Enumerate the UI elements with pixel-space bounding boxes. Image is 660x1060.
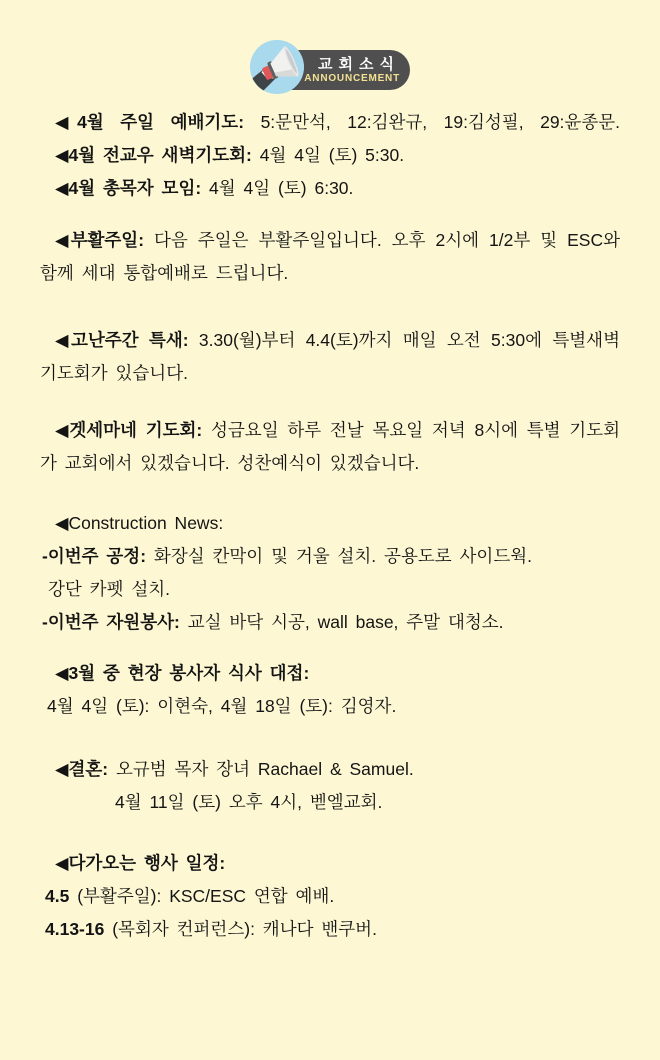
line-text: 가 교회에서 있겠습니다. 성찬예식이 있겠습니다. — [40, 453, 420, 473]
line-text: ◀Construction News: — [55, 513, 224, 533]
line-heading: ◀결혼: — [55, 759, 109, 779]
line-heading: 4.5 — [45, 886, 70, 906]
line-text: 5:문만석, 12:김완규, 19:김성필, 29:윤종문. — [244, 112, 620, 132]
line-april-sunday-prayer — [0, 106, 660, 139]
line-easter-2 — [0, 257, 660, 290]
line-easter-1 — [0, 224, 660, 257]
badge-title: 교회소식 — [318, 55, 400, 73]
line-upcoming-easter — [0, 880, 660, 913]
line-heading: ◀4월 전교우 새벽기도회: — [55, 145, 252, 165]
line-construction-news — [0, 507, 660, 540]
badge-subtitle: ANNOUNCEMENT — [304, 72, 400, 84]
line-heading: ◀다가오는 행사 일정: — [55, 853, 226, 873]
line-upcoming-heading — [0, 847, 660, 880]
line-leaders-meeting — [0, 172, 660, 205]
line-text: (부활주일): KSC/ESC 연합 예배. — [69, 886, 335, 906]
line-construction-carpet — [0, 573, 660, 606]
line-heading: ◀부활주일: — [55, 230, 145, 250]
line-dawn-prayer — [0, 139, 660, 172]
line-text: 4월 4일 (토) 5:30. — [251, 145, 405, 165]
line-heading: ◀4월 주일 예배기도: — [55, 112, 245, 132]
line-text: 오규범 목자 장녀 Rachael & Samuel. — [108, 759, 414, 779]
line-heading: ◀겟세마네 기도회: — [55, 420, 203, 440]
line-text: 성금요일 하루 전날 목요일 저녁 8시에 특별 기도회 — [202, 420, 621, 440]
line-meal-service-heading — [0, 657, 660, 690]
line-passion-week-2 — [0, 357, 660, 390]
line-gethsemane-1 — [0, 414, 660, 447]
line-wedding-1 — [0, 753, 660, 786]
line-text: 4월 4일 (토): 이현숙, 4월 18일 (토): 김영자. — [47, 696, 397, 716]
announcement-list — [0, 106, 660, 946]
line-heading: ◀고난주간 특새: — [55, 330, 189, 350]
line-text: 4월 11일 (토) 오후 4시, 벧엘교회. — [115, 792, 383, 812]
announcement-badge — [250, 40, 410, 94]
line-construction-process — [0, 540, 660, 573]
line-upcoming-conference — [0, 913, 660, 946]
line-meal-service-dates — [0, 690, 660, 723]
line-text: 기도회가 있습니다. — [40, 363, 188, 383]
line-text: 강단 카펫 설치. — [48, 579, 171, 599]
megaphone-svg — [250, 40, 304, 94]
line-text: 4월 4일 (토) 6:30. — [201, 178, 354, 198]
megaphone-icon — [250, 40, 304, 94]
line-text: 교실 바닥 시공, wall base, 주말 대청소. — [179, 612, 504, 632]
line-text: (목회자 컨퍼런스): 캐나다 밴쿠버. — [104, 919, 377, 939]
line-text: 함께 세대 통합예배로 드립니다. — [40, 263, 289, 283]
line-heading: -이번주 공정: — [42, 546, 147, 566]
line-gethsemane-2 — [0, 447, 660, 480]
line-heading: 4.13-16 — [45, 919, 105, 939]
line-wedding-2 — [0, 786, 660, 819]
line-construction-volunteer — [0, 606, 660, 639]
line-text: 화장실 칸막이 및 거울 설치. 공용도로 사이드웍. — [146, 546, 532, 566]
line-heading: -이번주 자원봉사: — [42, 612, 180, 632]
line-passion-week-1 — [0, 324, 660, 357]
line-text: 3.30(월)부터 4.4(토)까지 매일 오전 5:30에 특별새벽 — [188, 330, 620, 350]
line-heading: ◀4월 총목자 모임: — [55, 178, 202, 198]
line-text: 다음 주일은 부활주일입니다. 오후 2시에 1/2부 및 ESC와 — [144, 230, 620, 250]
line-heading: ◀3월 중 현장 봉사자 식사 대접: — [55, 663, 310, 683]
